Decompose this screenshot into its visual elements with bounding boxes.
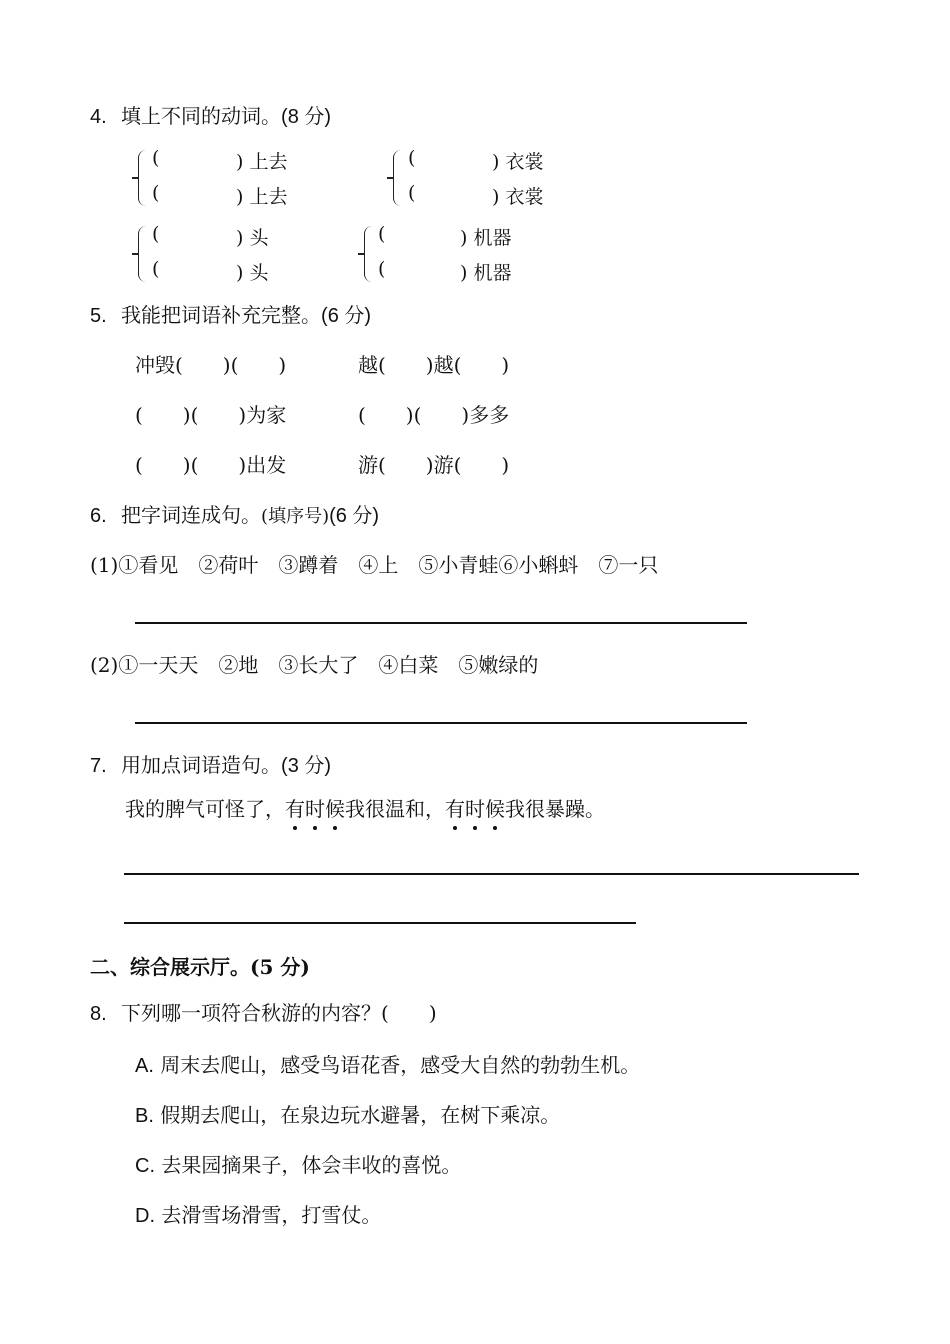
emphasis-dot-char: 时 <box>305 797 325 821</box>
idiom-blank: 游( )游( ) <box>358 453 510 477</box>
question-hint: (填序号) <box>261 506 330 527</box>
idiom-blank: 冲毁( )( ) <box>135 353 287 377</box>
answer-line[interactable] <box>124 922 636 924</box>
blank-paren-pair: ( <box>408 147 416 169</box>
word: 机器 <box>473 262 512 284</box>
emphasis-dot-char: 候 <box>485 797 505 821</box>
blank-close: ) 衣裳 <box>492 151 544 173</box>
blank-close: ) 头 <box>236 227 269 249</box>
question-number: 5. <box>90 305 107 327</box>
blank-paren-pair: ( <box>378 223 386 245</box>
question-4-title <box>90 103 331 130</box>
answer-line[interactable] <box>124 873 859 875</box>
emphasis-dot-char: 时 <box>465 797 485 821</box>
answer-line[interactable] <box>135 722 747 724</box>
blank-paren-pair: ( <box>152 182 160 204</box>
blank-paren-pair: ( <box>408 182 416 204</box>
emphasis-dot-char: 候 <box>325 797 345 821</box>
question-8-title <box>90 1000 437 1027</box>
question-score: (3 分) <box>281 755 332 777</box>
brace-icon <box>393 150 404 206</box>
question-text: 我能把词语补充完整。 <box>121 303 322 327</box>
question-6-title <box>90 502 379 530</box>
word: 头 <box>249 227 269 249</box>
idiom-blank: ( )( )多多 <box>358 403 510 427</box>
word: 机器 <box>473 227 512 249</box>
blank-close: ) 头 <box>236 262 269 284</box>
blank-close: ) 衣裳 <box>492 186 544 208</box>
question-text: 下列哪一项符合秋游的内容？( ) <box>121 1001 437 1025</box>
option-d[interactable]: D. 去滑雪场滑雪，打雪仗。 <box>135 1203 382 1227</box>
question-text: 把字词连成句。 <box>121 503 262 527</box>
word-list: (1)①看见 ②荷叶 ③蹲着 ④上 ⑤小青蛙⑥小蝌蚪 ⑦一只 <box>90 553 659 577</box>
emphasis-dot-char: 有 <box>445 797 465 821</box>
emphasis-dot-char: 有 <box>285 797 305 821</box>
idiom-blank: ( )( )为家 <box>135 403 287 427</box>
answer-line[interactable] <box>135 622 747 624</box>
blank-paren-pair: ( <box>152 223 160 245</box>
word: 衣裳 <box>505 151 544 173</box>
brace-icon <box>138 150 149 206</box>
question-score: (8 分) <box>281 106 332 128</box>
question-number: 7. <box>90 755 107 777</box>
blank-paren-pair: ( <box>152 147 160 169</box>
question-number: 8. <box>90 1003 107 1025</box>
option-b[interactable]: B. 假期去爬山，在泉边玩水避暑，在树下乘凉。 <box>135 1103 561 1127</box>
blank-paren-pair: ( <box>378 258 386 280</box>
question-text: 填上不同的动词。 <box>121 104 282 128</box>
example-sentence: 我的脾气可怪了，有时候我很温和，有时候我很暴躁。 <box>125 797 605 821</box>
question-score: (6 分) <box>329 505 380 527</box>
blank-close: ) 机器 <box>460 227 512 249</box>
blank-paren-pair: ( <box>152 258 160 280</box>
option-c[interactable]: C. 去果园摘果子，体会丰收的喜悦。 <box>135 1153 462 1177</box>
question-7-title <box>90 752 331 779</box>
brace-icon <box>138 226 149 282</box>
blank-close: ) 上去 <box>236 151 288 173</box>
word: 衣裳 <box>505 186 544 208</box>
question-number: 6. <box>90 505 107 527</box>
word: 上去 <box>249 186 288 208</box>
question-5-title <box>90 302 371 329</box>
question-number: 4. <box>90 106 107 128</box>
blank-close: ) 机器 <box>460 262 512 284</box>
idiom-blank: 越( )越( ) <box>358 353 510 377</box>
blank-close: ) 上去 <box>236 186 288 208</box>
word-list: (2)①一天天 ②地 ③长大了 ④白菜 ⑤嫩绿的 <box>90 653 539 677</box>
idiom-blank: ( )( )出发 <box>135 453 287 477</box>
option-a[interactable]: A. 周末去爬山，感受鸟语花香，感受大自然的勃勃生机。 <box>135 1053 641 1077</box>
section-heading: 二、综合展示厅。(5 分) <box>90 955 310 979</box>
word: 头 <box>249 262 269 284</box>
question-text: 用加点词语造句。 <box>121 753 282 777</box>
word: 上去 <box>249 151 288 173</box>
brace-icon <box>364 226 375 282</box>
question-score: (6 分) <box>321 305 372 327</box>
